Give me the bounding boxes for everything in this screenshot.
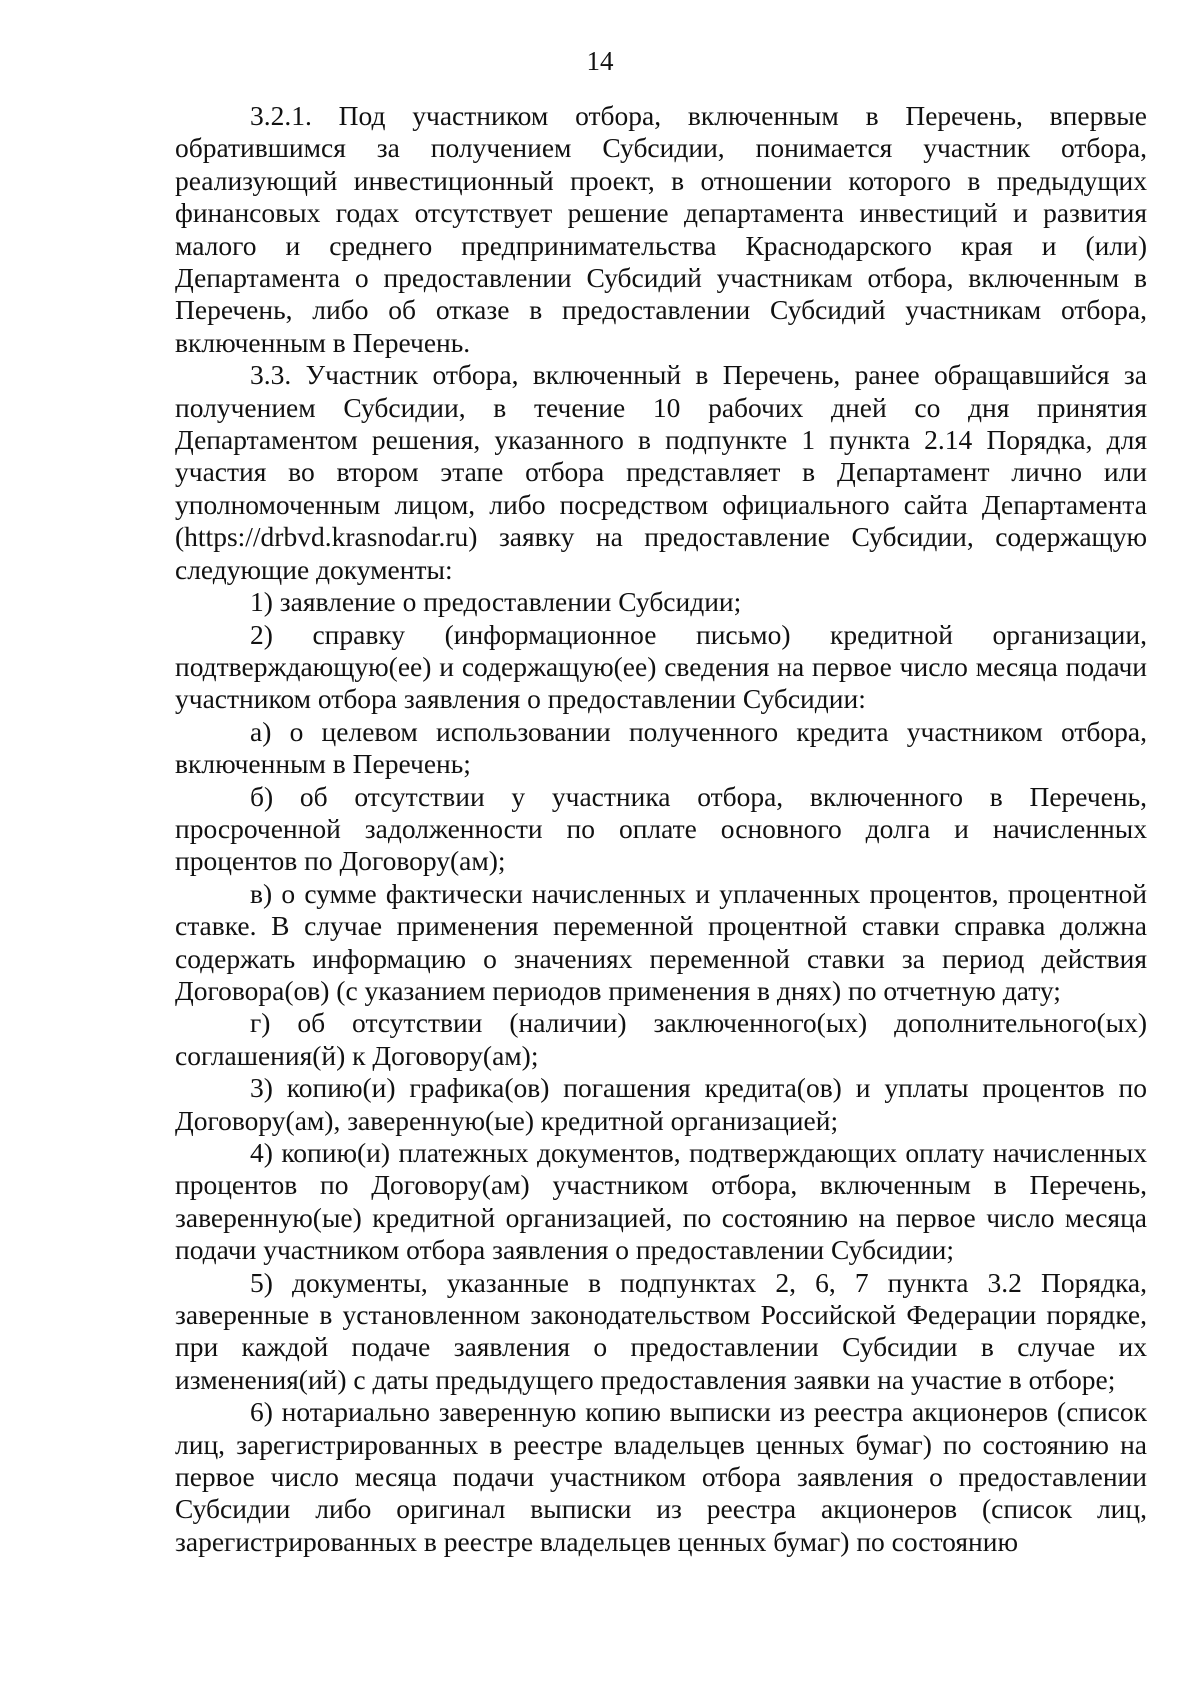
sub-item-a: а) о целевом использовании полученного кредита участником отбора, включенным в Перечень; bbox=[175, 715, 1147, 780]
list-item-3: 3) копию(и) графика(ов) погашения кредита(ов) и уплаты процентов по Договору(ам), заверенную(ые) кредитной организацией; bbox=[175, 1072, 1147, 1136]
sub-item-b: б) об отсутствии у участника отбора, включенного в Перечень, просроченной задолженности по оплате основного долга и начисленных процентов по Договору(ам); bbox=[175, 780, 1147, 877]
sub-item-g: г) об отсутствии (наличии) заключенного(ых) дополнительного(ых) соглашения(й) к Договору(ам); bbox=[175, 1007, 1147, 1071]
list-item-1: 1) заявление о предоставлении Субсидии; bbox=[250, 586, 742, 618]
sub-item-v: в) о сумме фактически начисленных и уплаченных процентов, процентной ставке. В случае применения переменной процентной ставки справка должна содержать информацию о значениях переменной ставки за период действия Договора(ов) (с указанием периодов применения в днях) по отчетную дату; bbox=[175, 877, 1147, 1006]
page-number: 14 bbox=[586, 46, 614, 76]
document-body bbox=[175, 100, 1147, 1558]
list-item-6: 6) нотариально заверенную копию выписки из реестра акционеров (список лиц, зарегистрированных в реестре владельцев ценных бумаг) по состоянию на первое число месяца подачи участником отбора заявления о предоставлении Субсидии либо оригинал выписки из реестра акционеров (список лиц, зарегистрированных в реестре владельцев ценных бумаг) по состоянию bbox=[175, 1396, 1147, 1557]
paragraph-3-3: 3.3. Участник отбора, включенный в Перечень, ранее обращавшийся за получением Субсидии, в течение 10 рабочих дней со дня принятия Департаментом решения, указанного в подпункте 1 пункта 2.14 Порядка, для участия во втором этапе отбора представляет в Департамент лично или уполномоченным лицом, либо посредством официального сайта Департамента (https://drbvd.krasnodar.ru) заявку на предоставление Субсидии, содержащую следующие документы: bbox=[175, 359, 1147, 585]
list-item-4: 4) копию(и) платежных документов, подтверждающих оплату начисленных процентов по Договору(ам) участником отбора, включенным в Перечень, заверенную(ые) кредитной организацией, по состоянию на первое число месяца подачи участником отбора заявления о предоставлении Субсидии; bbox=[175, 1137, 1147, 1266]
list-item-5: 5) документы, указанные в подпунктах 2, 6, 7 пункта 3.2 Порядка, заверенные в установленном законодательством Российской Федерации порядке, при каждой подаче заявления о предоставлении Субсидии в случае их изменения(ий) с даты предыдущего предоставления заявки на участие в отборе; bbox=[175, 1266, 1147, 1395]
paragraph-3-2-1: 3.2.1. Под участником отбора, включенным в Перечень, впервые обратившимся за получением Субсидии, понимается участник отбора, реализующий инвестиционный проект, в отношении которого в предыдущих финансовых годах отсутствует решение департамента инвестиций и развития малого и среднего предпринимательства Краснодарского края и (или) Департамента о предоставлении Субсидий участникам отбора, включенным в Перечень, либо об отказе в предоставлении Субсидий участникам отбора, включенным в Перечень. bbox=[175, 100, 1147, 358]
list-item-2: 2) справку (информационное письмо) кредитной организации, подтверждающую(ее) и содержащую(ее) сведения на первое число месяца подачи участником отбора заявления о предоставлении Субсидии: bbox=[175, 618, 1147, 715]
